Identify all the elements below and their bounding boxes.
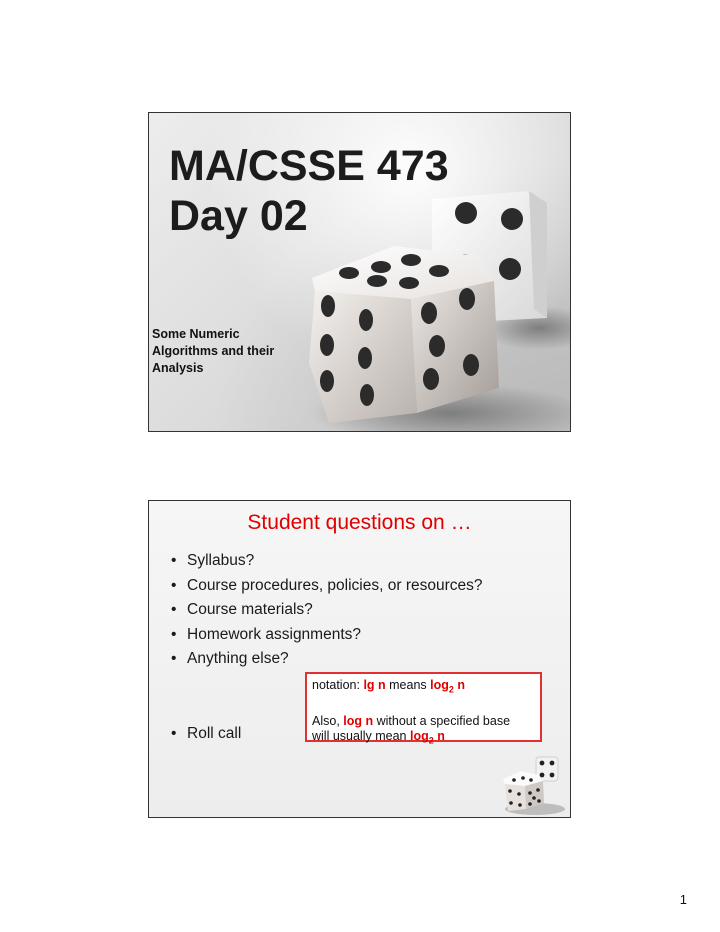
note-text: means: [385, 678, 431, 692]
list-item: • Homework assignments?: [171, 623, 483, 648]
note-line-1: [312, 678, 535, 698]
list-item: • Course materials?: [171, 598, 483, 623]
note-text: Also,: [312, 713, 344, 728]
note-line-3: [312, 729, 535, 749]
note-log: log: [409, 728, 429, 743]
note-n: n: [453, 678, 465, 692]
questions-slide: [148, 500, 571, 818]
note-text: without a specified base: [373, 713, 511, 728]
note-text: notation:: [312, 678, 364, 692]
subtitle-line-2: Algorithms and their: [152, 344, 275, 358]
note-highlight: lg n: [363, 678, 386, 692]
bullet-list: [171, 549, 483, 672]
dice-icon: [499, 751, 569, 817]
note-line-2: [312, 714, 535, 729]
slide-title: [169, 141, 449, 241]
note-highlight: [410, 729, 445, 743]
notation-note-box: [305, 672, 542, 745]
slide-subtitle: [152, 326, 302, 377]
list-item: • Anything else?: [171, 647, 483, 672]
roll-call-item: • Roll call: [171, 725, 241, 743]
list-item: • Syllabus?: [171, 549, 483, 574]
note-text: will usually mean: [312, 728, 410, 743]
title-slide: [148, 112, 571, 432]
slide-title: Student questions on …: [247, 511, 472, 534]
subtitle-line-3: Analysis: [152, 361, 204, 375]
title-line-1: MA/CSSE 473: [169, 142, 449, 190]
title-line-2: Day 02: [169, 192, 308, 240]
note-log: log: [430, 678, 449, 692]
note-n: n: [433, 728, 445, 743]
page-number: 1: [679, 892, 687, 907]
note-highlight: [430, 678, 465, 695]
note-highlight: log n: [343, 713, 374, 728]
subtitle-line-1: Some Numeric: [152, 327, 240, 341]
note-subscript: 2: [428, 735, 434, 745]
note-subscript: 2: [448, 684, 454, 695]
list-item: • Course procedures, policies, or resources?: [171, 574, 483, 599]
